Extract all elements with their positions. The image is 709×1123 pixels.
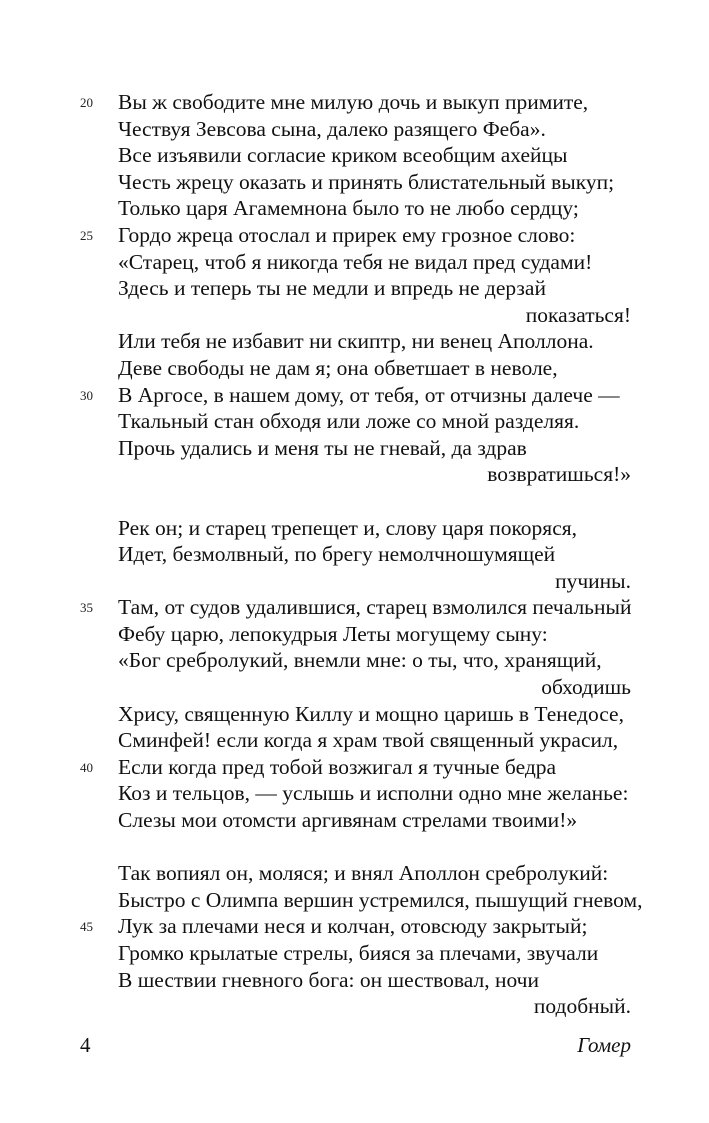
verse-line	[0, 249, 709, 276]
verse-text: Прочь удались и меня ты не гневай, да здрав	[118, 435, 527, 460]
line-number: 45	[80, 919, 93, 935]
verse-text: «Старец, чтоб я никогда тебя не видал пред судами!	[118, 249, 593, 274]
verse-text: Слезы мои отомсти аргивянам стрелами твоими!»	[118, 808, 578, 833]
page-number: 4	[80, 1033, 91, 1057]
verse-text: Быстро с Олимпа вершин устремился, пышущий гневом,	[118, 887, 643, 912]
verse-line-continuation	[0, 993, 709, 1020]
verse-line	[0, 142, 709, 169]
verse-text: Чествуя Зевсова сына, далеко разящего Феба».	[118, 116, 546, 141]
verse-line	[0, 594, 709, 621]
verse-line	[0, 222, 709, 249]
running-footer-author: Гомер	[577, 1033, 631, 1057]
verse-line-continuation	[0, 302, 709, 329]
verse-text: Только царя Агамемнона было то не любо сердцу;	[118, 196, 579, 221]
verse-line	[0, 647, 709, 674]
verse-text: Или тебя не избавит ни скиптр, ни венец Аполлона.	[118, 329, 594, 354]
verse-line	[0, 621, 709, 648]
verse-line	[0, 780, 709, 807]
verse-line	[0, 701, 709, 728]
verse-text: Громко крылатые стрелы, бияся за плечами, звучали	[118, 941, 599, 965]
verse-line	[0, 408, 709, 435]
verse-text: Ткальный стан обходя или ложе со мной разделяя.	[118, 409, 580, 434]
verse-text: Фебу царю, лепокудрыя Леты могущему сыну:	[118, 621, 548, 646]
verse-text: Деве свободы не дам я; она обветшает в неволе,	[118, 355, 558, 380]
verse-line	[0, 754, 709, 781]
verse-line	[0, 382, 709, 409]
verse-line	[0, 195, 709, 222]
verse-text: пучины.	[555, 568, 631, 593]
verse-text: Там, от судов удалившися, старец взмолился печальный	[118, 595, 632, 620]
verse-text: обходишь	[541, 675, 631, 700]
verse-text: Честь жрецу оказать и принять блистательный выкуп;	[118, 169, 615, 194]
stanza-gap	[0, 488, 709, 515]
verse-line	[0, 435, 709, 462]
verse-line	[0, 940, 709, 967]
verse-text: Так вопиял он, моляся; и внял Аполлон сребролукий:	[118, 861, 609, 886]
line-number: 20	[80, 95, 93, 110]
verse-text: Все изъявили согласие криком всеобщим ахейцы	[118, 143, 568, 168]
verse-text: Если когда пред тобой возжигал я тучные бедра	[118, 754, 557, 779]
verse-text: подобный.	[533, 994, 631, 1019]
line-number: 35	[80, 600, 93, 616]
line-number: 25	[80, 227, 93, 243]
verse-line	[0, 116, 709, 143]
verse-line	[0, 967, 709, 994]
line-number: 30	[80, 387, 93, 403]
stanza-gap	[0, 834, 709, 861]
verse-line	[0, 515, 709, 542]
verse-line	[0, 275, 709, 302]
verse-line	[0, 89, 709, 116]
poem-text	[0, 89, 709, 1020]
verse-line	[0, 860, 709, 887]
verse-text: Сминфей! если когда я храм твой священный украсил,	[118, 728, 619, 753]
verse-line-continuation	[0, 568, 709, 595]
verse-line	[0, 727, 709, 754]
verse-line-continuation	[0, 674, 709, 701]
verse-text: возвратишься!»	[487, 462, 631, 487]
verse-line	[0, 887, 709, 914]
verse-text: показаться!	[525, 302, 631, 327]
line-number: 40	[80, 759, 93, 775]
verse-text: Лук за плечами неся и колчан, отовсюду закрытый;	[118, 914, 588, 939]
verse-line	[0, 328, 709, 355]
verse-text: Здесь и теперь ты не медли и впредь не дерзай	[118, 276, 546, 301]
verse-text: Рек он; и старец трепещет и, слову царя покоряся,	[118, 515, 577, 540]
verse-text: В шествии гневного бога: он шествовал, ночи	[118, 967, 539, 992]
verse-text: Коз и тельцов, — услышь и исполни одно мне желанье:	[118, 781, 629, 806]
verse-line	[0, 541, 709, 568]
verse-line	[0, 807, 709, 834]
verse-text: «Бог сребролукий, внемли мне: о ты, что, хранящий,	[118, 648, 602, 673]
verse-text: Гордо жреца отослал и прирек ему грозное слово:	[118, 222, 576, 247]
verse-text: Вы ж свободите мне милую дочь и выкуп примите,	[118, 90, 589, 114]
verse-line	[0, 355, 709, 382]
verse-text: Хрису, священную Киллу и мощно царишь в Тенедосе,	[118, 701, 624, 726]
verse-line	[0, 169, 709, 196]
verse-text: Идет, безмолвный, по брегу немолчношумящей	[118, 542, 556, 567]
verse-line	[0, 913, 709, 940]
verse-text: В Аргосе, в нашем дому, от тебя, от отчизны далече —	[118, 382, 620, 407]
verse-line-continuation	[0, 461, 709, 488]
